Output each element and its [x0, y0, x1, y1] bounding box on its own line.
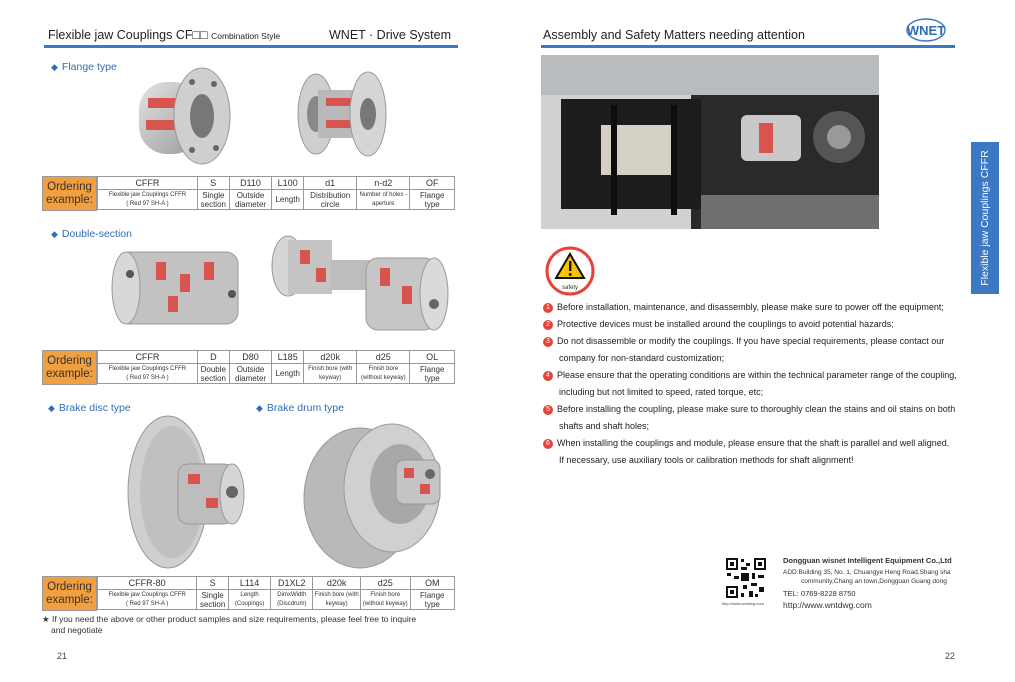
- brand-logo: [906, 17, 946, 43]
- cell-diameter: D110: [229, 177, 272, 190]
- page-number-left: 21: [57, 651, 68, 661]
- safety-list: [543, 299, 973, 469]
- cell-desc-diameter: Outside diameter: [229, 190, 272, 210]
- example-word: example:: [46, 594, 93, 606]
- ordering-table-brake: [97, 576, 455, 610]
- cell-type: OF: [410, 177, 455, 190]
- qr-caption: http://www.wntdwg.com: [722, 601, 764, 606]
- cell-desc-type: Flange type: [410, 364, 455, 384]
- cell-desc-length: Length: [272, 190, 304, 210]
- flange-coupling-image-2: [296, 68, 388, 162]
- safety-item-1: [543, 299, 973, 316]
- motor-assembly-photo: [541, 55, 879, 229]
- section-label-text: Brake disc type: [58, 402, 131, 414]
- right-header-title: Assembly and Safety Matters needing attention: [543, 28, 805, 42]
- cell-desc-bore-keyway: Finish bore (with keyway): [313, 590, 361, 610]
- header-title-text: Flexible jaw Couplings CF□□: [48, 28, 208, 42]
- safety-item-6: [543, 435, 973, 452]
- section-label-brake-drum: ◆ Brake drum type: [256, 402, 344, 414]
- star-icon: ★: [42, 614, 52, 624]
- desc-text: Flexible jaw Couplings CFFR: [108, 365, 187, 372]
- item-text: Protective devices must be installed around the couplings to avoid potential hazards;: [557, 319, 894, 329]
- item-number: 6: [543, 439, 553, 449]
- company-name: Dongguan wisnet Intelligent Equipment Co.,Ltd: [783, 556, 952, 565]
- cell-section: D: [197, 351, 229, 364]
- item-number: 5: [543, 405, 553, 415]
- page-number-right: 22: [945, 651, 956, 661]
- double-section-coupling-image-1: [106, 244, 250, 332]
- item-text: Please ensure that the operating conditions are within the technical parameter range of the coupling,: [557, 370, 957, 380]
- ordering-example-label-2: [42, 350, 97, 385]
- cell-desc-section: Double section: [197, 364, 229, 384]
- cell-desc-section: Single section: [197, 190, 229, 210]
- safety-warning-sign: [545, 246, 595, 296]
- item-text-cont: shafts and shaft holes;: [559, 421, 650, 431]
- cell-type: OL: [410, 351, 455, 364]
- desc-sub: ( Red 97 SH-A ): [126, 200, 169, 207]
- address-line-2: community,Chang an town,Dongguan Guang dong: [801, 578, 947, 585]
- cell-desc-model: [98, 190, 198, 210]
- cell-model: CFFR: [98, 177, 198, 190]
- safety-label: safety: [561, 285, 579, 291]
- side-tab: [971, 142, 999, 294]
- safety-item-2: [543, 316, 973, 333]
- cell-desc-type: Flange type: [410, 190, 455, 210]
- item-number: 1: [543, 303, 553, 313]
- address-line-1: ADD:Building 35, No. 1, Chuangye Heng Road,Shang sha: [783, 569, 951, 576]
- cell-section: S: [197, 177, 229, 190]
- cell-desc-dimwidth: DimxWidth (Discdrum): [271, 590, 313, 610]
- qr-code: [725, 557, 767, 599]
- telephone: TEL: 0769-8228 8750: [783, 589, 856, 598]
- cell-section: S: [197, 577, 229, 590]
- flange-coupling-image-1: [134, 64, 232, 168]
- section-label-text: Flange type: [61, 61, 117, 73]
- cell-desc-model: [98, 364, 198, 384]
- cell-desc-model: [98, 590, 197, 610]
- cell-length: L114: [228, 577, 270, 590]
- item-number: 4: [543, 371, 553, 381]
- website-link[interactable]: http://www.wntdwg.com: [783, 600, 872, 610]
- cell-bore-nokeyway: d25: [357, 351, 410, 364]
- item-text-cont: If necessary, use auxiliary tools or calibration methods for shaft alignment!: [559, 455, 854, 465]
- side-tab-label: Flexible jaw Couplings CFFR: [979, 150, 991, 286]
- right-header-rule: [541, 45, 955, 48]
- item-text-cont: company for non-standard customization;: [559, 353, 725, 363]
- cell-desc-bore-nokeyway: Finish bore (without keyway): [360, 590, 410, 610]
- left-header-brand: WNET · Drive System: [329, 28, 451, 42]
- ordering-example-label-1: [42, 176, 97, 211]
- cell-desc-length: Length (Coupings): [228, 590, 270, 610]
- footnote: [42, 614, 416, 636]
- left-header-title: [48, 28, 280, 42]
- ordering-table-flange: [97, 176, 455, 210]
- section-label-text: Double-section: [61, 228, 132, 240]
- double-section-coupling-image-2: [270, 230, 456, 338]
- cell-desc-d1: Distribution circle: [304, 190, 357, 210]
- safety-item-5: [543, 401, 973, 418]
- section-label-brake-disc: ◆ Brake disc type: [48, 402, 131, 414]
- item-number: 3: [543, 337, 553, 347]
- ordering-word: Ordering: [47, 355, 92, 367]
- cell-model: CFFR-80: [98, 577, 197, 590]
- cell-diameter: D80: [229, 351, 272, 364]
- cell-desc-section: Single section: [197, 590, 229, 610]
- cell-desc-nd2: Number of holes - aperture: [357, 190, 410, 210]
- desc-text: Flexible jaw Couplings CFFR: [108, 191, 187, 198]
- header-subtitle: Combination Style: [211, 31, 281, 41]
- cell-type: OM: [410, 577, 454, 590]
- cell-length: L185: [272, 351, 304, 364]
- logo-text: WNET: [906, 23, 946, 38]
- safety-item-4: [543, 367, 973, 384]
- brake-disc-coupling-image: [120, 412, 250, 572]
- cell-d1: d1: [304, 177, 357, 190]
- section-label-double: ◆ Double-section: [51, 228, 132, 240]
- desc-sub: ( Red 97 SH-A ): [125, 600, 169, 607]
- cell-desc-length: Length: [272, 364, 304, 384]
- safety-item-3: [543, 333, 973, 350]
- left-header-rule: [44, 45, 458, 48]
- wnet-logo-icon: [906, 17, 946, 43]
- item-text: Before installation, maintenance, and disassembly, please make sure to power off the equipment;: [557, 302, 944, 312]
- item-text: When installing the couplings and module, please ensure that the shaft is parallel and well aligned.: [557, 438, 950, 448]
- section-label-flange: ◆ Flange type: [51, 61, 117, 73]
- example-word: example:: [46, 194, 93, 206]
- desc-sub: ( Red 97 SH-A ): [126, 374, 169, 381]
- cell-desc-bore-nokeyway: Finish bore (without keyway): [357, 364, 410, 384]
- ordering-word: Ordering: [47, 181, 92, 193]
- cell-desc-bore-keyway: Finish bore (with keyway): [304, 364, 357, 384]
- item-text: Do not disassemble or modify the couplings. If you have special requirements, please contact our: [557, 336, 945, 346]
- cell-dimwidth: D1XL2: [271, 577, 313, 590]
- cell-bore-nokeyway: d25: [360, 577, 410, 590]
- section-label-text: Brake drum type: [266, 402, 344, 414]
- ordering-word: Ordering: [47, 581, 92, 593]
- company-info: [783, 556, 952, 611]
- brake-drum-coupling-image: [300, 420, 450, 570]
- footnote-line-2: and negotiate: [51, 625, 103, 635]
- cell-desc-type: Flange type: [410, 590, 454, 610]
- cell-bore-keyway: d20k: [304, 351, 357, 364]
- ordering-example-label-3: [42, 576, 97, 611]
- cell-length: L100: [272, 177, 304, 190]
- item-number: 2: [543, 320, 553, 330]
- item-text: Before installing the coupling, please make sure to thoroughly clean the stains and oil stains on both: [557, 404, 956, 414]
- example-word: example:: [46, 368, 93, 380]
- cell-desc-diameter: Outside diameter: [229, 364, 272, 384]
- ordering-table-double: [97, 350, 455, 384]
- cell-bore-keyway: d20k: [313, 577, 361, 590]
- desc-text: Flexible jaw Couplings CFFR: [108, 591, 186, 598]
- cell-model: CFFR: [98, 351, 198, 364]
- cell-nd2: n-d2: [357, 177, 410, 190]
- item-text-cont: including but not limited to speed, rated torque, etc;: [559, 387, 764, 397]
- footnote-line-1: If you need the above or other product samples and size requirements, please feel free to inquire: [51, 614, 417, 624]
